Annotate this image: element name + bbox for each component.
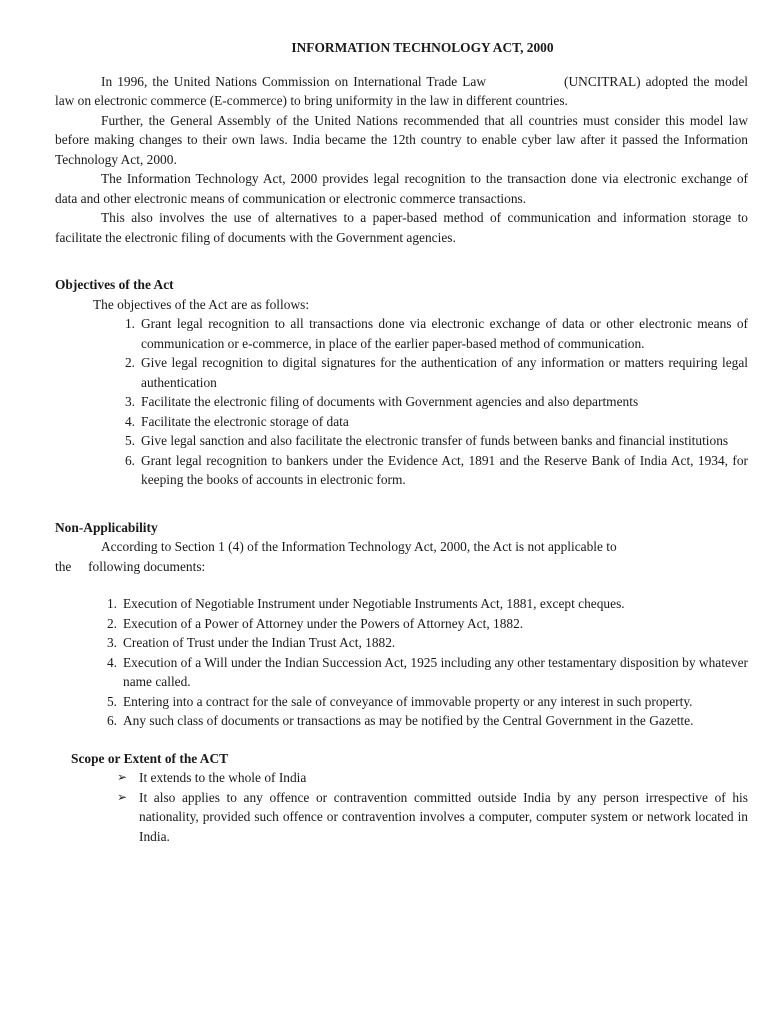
non-applicability-heading: Non-Applicability	[55, 519, 158, 535]
list-item	[106, 614, 748, 634]
list-item-text: It extends to the whole of India	[139, 770, 307, 785]
list-item	[117, 788, 748, 847]
list-number: 3.	[124, 394, 135, 409]
list-item-text: Execution of a Will under the Indian Succession Act, 1925 including any other testamentary disposition by whatever name called.	[123, 654, 748, 689]
list-item-text: Facilitate the electronic storage of data	[141, 413, 349, 429]
list-item	[124, 451, 748, 490]
list-number: 1.	[124, 316, 135, 331]
list-item-text: Give legal recognition to digital signatures for the authentication of any information or matters requiring legal authentication	[141, 355, 748, 390]
arrow-bullet-icon: ➢	[117, 789, 128, 804]
list-item-text: Facilitate the electronic filing of documents with Government agencies and also departments	[141, 394, 639, 409]
scope-heading: Scope or Extent of the ACT	[71, 750, 229, 766]
list-item	[124, 412, 748, 432]
list-number: 5.	[106, 693, 117, 709]
list-item	[117, 768, 748, 788]
intro-paragraph-2: Further, the General Assembly of the United Nations recommended that all countries must consider this model law before making changes to their own laws. India became the 12th country to enable cyber law after it passed the Information Technology Act, 2000.	[55, 112, 748, 167]
list-item	[106, 692, 748, 712]
scope-list	[55, 768, 748, 846]
list-item-text: Execution of Negotiable Instrument under Negotiable Instruments Act, 1881, except cheques.	[123, 596, 625, 611]
intro-paragraph-4: This also involves the use of alternatives to a paper-based method of communication and information storage to facilitate the electronic filing of documents with the Government agencies.	[55, 210, 748, 245]
list-number: 2.	[106, 615, 117, 631]
list-number: 4.	[106, 654, 117, 670]
intro-paragraph-1	[55, 72, 748, 111]
objectives-list	[55, 314, 748, 490]
objectives-heading: Objectives of the Act	[55, 277, 174, 292]
list-item	[106, 594, 748, 614]
list-number: 6.	[124, 452, 135, 468]
list-number: 5.	[124, 433, 135, 448]
arrow-bullet-icon: ➢	[117, 770, 128, 784]
list-item-text: It also applies to any offence or contravention committed outside India by any person irrespective of his nationality, provided such offence or contravention involves a computer, computer system or network located in India.	[139, 789, 748, 844]
intro-paragraph-3: The Information Technology Act, 2000 provides legal recognition to the transaction done via electronic exchange of data and other electronic means of communication or electronic commerce transactions.	[55, 171, 748, 206]
list-item	[124, 392, 748, 412]
non-applicability-intro: According to Section 1 (4) of the Information Technology Act, 2000, the Act is not applicable to	[101, 539, 617, 554]
intro-paragraph-1-part-b: (UNCITRAL) adopted the model law on electronic commerce (E-commerce) to bring uniformity in the law in different countries.	[55, 73, 748, 108]
list-item	[124, 314, 748, 353]
list-item	[106, 711, 748, 731]
list-item-text: Give legal sanction and also facilitate the electronic transfer of funds between banks and financial institutions	[141, 433, 729, 448]
list-item	[124, 353, 748, 392]
non-applicability-list	[55, 594, 748, 731]
list-item	[124, 431, 748, 451]
list-item-text: Any such class of documents or transactions as may be notified by the Central Government in the Gazette.	[123, 713, 694, 728]
list-item	[106, 633, 748, 653]
list-number: 2.	[124, 355, 135, 370]
intro-paragraph-1-part-a: In 1996, the United Nations Commission on International Trade Law	[101, 73, 487, 89]
list-number: 4.	[124, 413, 135, 429]
list-item-text: Execution of a Power of Attorney under the Powers of Attorney Act, 1882.	[123, 615, 524, 631]
list-number: 1.	[106, 596, 117, 611]
list-item-text: Entering into a contract for the sale of conveyance of immovable property or any interest in such property.	[123, 693, 693, 709]
list-number: 6.	[106, 713, 117, 728]
list-number: 3.	[106, 635, 117, 650]
list-item	[106, 653, 748, 692]
document-title: INFORMATION TECHNOLOGY ACT, 2000	[291, 40, 554, 55]
objectives-intro: The objectives of the Act are as follows:	[93, 296, 310, 312]
list-item-text: Grant legal recognition to bankers under the Evidence Act, 1891 and the Reserve Bank of India Act, 1934, for keeping the books of accounts in electronic form.	[141, 452, 748, 487]
non-applicability-intro-continued: the following documents:	[55, 558, 206, 574]
list-item-text: Creation of Trust under the Indian Trust Act, 1882.	[123, 635, 396, 650]
list-item-text: Grant legal recognition to all transactions done via electronic exchange of data or other electronic means of communication or e-commerce, in place of the earlier paper-based method of communication.	[141, 316, 748, 351]
